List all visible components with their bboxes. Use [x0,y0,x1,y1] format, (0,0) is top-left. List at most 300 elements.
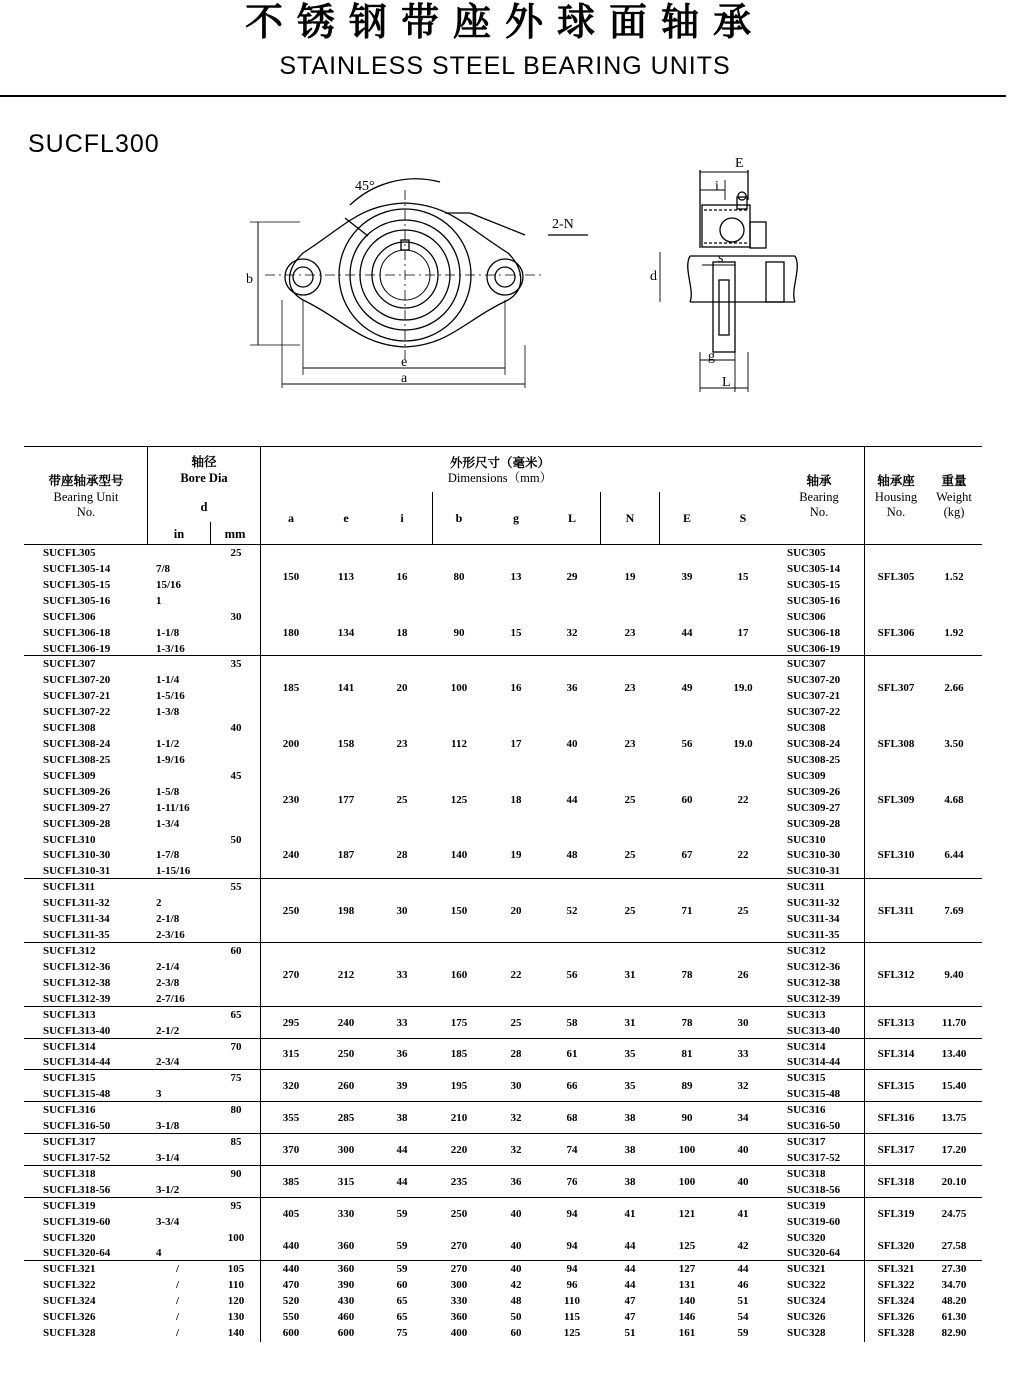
housing-no: SFL309 [877,793,915,806]
dim-S: 33 [737,1048,749,1061]
group-rule [24,1165,982,1166]
dim-S: 42 [737,1239,749,1252]
dim-b: 185 [450,1048,468,1061]
bearing-no: SUC318 [787,1167,826,1180]
housing-no: SFL322 [877,1279,915,1292]
dim-b: 125 [450,793,468,806]
group-rule [24,1101,982,1102]
dim-g: 19 [510,849,522,862]
dim-N: 35 [624,1080,636,1093]
group-rule [24,655,982,656]
dim-a: 150 [282,570,300,583]
housing-no: SFL308 [877,738,915,751]
unit-no: SUCFL311 [43,881,95,894]
dim-g: 40 [510,1263,522,1276]
bearing-no: SUC311 [787,881,825,894]
bearing-no: SUC306-19 [787,642,841,655]
dim-g: 25 [510,1016,522,1029]
dim-E: 100 [678,1144,696,1156]
dim-a: 320 [282,1080,300,1093]
housing-no: SFL306 [877,626,915,639]
dim-b: 220 [450,1144,468,1156]
dim-i: 20 [396,682,408,695]
dim-a: 470 [282,1279,300,1292]
table-vrule-housing [864,446,865,1342]
bore-inch: 1-1/2 [156,738,180,751]
dim-i: 39 [396,1080,408,1093]
dim-N: 38 [624,1112,636,1125]
dim-i: 59 [396,1239,408,1252]
dim-a: 240 [282,849,300,862]
label-angle: 45° [355,179,375,194]
dim-e: 240 [337,1016,355,1029]
dim-b: 80 [453,570,465,583]
unit-no: SUCFL312 [43,945,96,957]
table-header-rule [24,544,982,545]
label-E: E [735,156,744,171]
label-a: a [401,371,408,386]
bore-mm: 25 [230,547,242,559]
bore-inch: / [176,1311,180,1324]
bore-mm: 55 [230,881,242,894]
dim-a: 385 [282,1175,300,1188]
header-housing-en2: No. [886,505,906,519]
label-L: L [722,375,731,390]
bearing-no: SUC308-24 [787,738,841,751]
bearing-no: SUC318-56 [787,1183,841,1196]
bore-mm: 75 [230,1072,242,1085]
bearing-no: SUC310-30 [787,849,841,862]
dim-E: 78 [681,968,693,981]
dim-L: 66 [566,1080,578,1093]
dim-i: 75 [396,1327,408,1340]
dim-E: 78 [681,1016,693,1029]
dim-e: 198 [337,905,355,918]
dim-a: 295 [282,1016,300,1029]
dim-L: 68 [566,1112,578,1125]
housing-no: SFL318 [877,1175,915,1188]
bore-inch: 3-1/4 [156,1151,180,1164]
bore-inch: 3-3/4 [156,1215,180,1228]
dim-e: 360 [337,1263,355,1276]
bore-mm: 90 [230,1167,242,1180]
series-model: SUCFL300 [28,130,160,158]
label-g: g [708,349,715,364]
unit-no: SUCFL310-30 [43,849,111,862]
dim-N: 44 [624,1239,636,1252]
weight: 20.10 [941,1175,967,1188]
table-vrule-ln [600,492,601,544]
dim-b: 195 [450,1080,468,1093]
dim-i: 38 [396,1112,408,1125]
unit-no: SUCFL316-50 [43,1120,111,1133]
dim-L: 115 [564,1311,580,1324]
dim-i: 65 [396,1311,408,1324]
dim-b: 140 [450,849,468,862]
dim-b: 112 [451,738,467,751]
dim-a: 440 [282,1239,300,1252]
technical-drawing [0,150,1024,400]
dim-L: 44 [566,793,578,806]
bore-inch: 1-3/4 [156,817,180,830]
header-housing-cn: 轴承座 [877,474,915,488]
dim-E: 131 [678,1279,696,1292]
unit-no: SUCFL311-35 [43,929,110,942]
bearing-no: SUC320-64 [787,1247,841,1260]
unit-no: SUCFL314-44 [43,1056,111,1069]
dim-E: 127 [678,1263,696,1276]
header-bearing-en2: No. [809,505,829,519]
dim-L: 56 [566,968,578,981]
unit-no: SUCFL321 [43,1263,96,1276]
dim-N: 31 [624,968,636,981]
bore-mm: 35 [230,658,242,671]
bore-mm: 110 [228,1279,244,1292]
housing-no: SFL320 [877,1239,915,1252]
header-col-E: E [682,511,692,525]
bore-inch: 2-1/8 [156,913,180,926]
dim-i: 65 [396,1295,408,1308]
dim-g: 22 [510,968,522,981]
bore-inch: 1-9/16 [156,753,185,766]
bore-inch: 4 [156,1247,162,1260]
bore-mm: 140 [227,1327,245,1340]
dim-S: 17 [737,626,749,639]
dim-S: 34 [737,1112,749,1125]
weight: 2.66 [944,682,964,695]
bearing-no: SUC305 [787,547,826,559]
unit-no: SUCFL308-24 [43,738,111,751]
bearing-no: SUC316-50 [787,1120,841,1133]
dim-N: 19 [624,570,636,583]
dim-N: 35 [624,1048,636,1061]
bore-inch: 1-11/16 [156,801,190,814]
unit-no: SUCFL315 [43,1072,96,1085]
title-english: STAINLESS STEEL BEARING UNITS [279,52,731,80]
dim-e: 460 [337,1311,355,1324]
housing-no: SFL316 [877,1112,915,1125]
unit-no: SUCFL324 [43,1295,96,1308]
dim-S: 44 [737,1263,749,1276]
dim-g: 28 [510,1048,522,1061]
dim-a: 200 [282,738,300,751]
weight: 13.40 [941,1048,967,1061]
bearing-no: SUC308-25 [787,753,841,766]
dim-L: 29 [566,570,578,583]
group-rule [24,1038,982,1039]
header-bore-d: d [200,500,208,514]
dim-b: 90 [453,626,465,639]
dim-S: 15 [737,570,749,583]
dim-b: 160 [450,968,468,981]
bearing-no: SUC319-60 [787,1215,841,1228]
dim-L: 96 [566,1279,578,1292]
header-weight-en1: Weight [936,490,972,504]
dim-i: 16 [396,570,408,583]
bearing-no: SUC315-48 [787,1088,841,1101]
dim-i: 60 [396,1279,408,1292]
bore-mm: 105 [227,1263,245,1276]
bore-mm: 120 [227,1295,245,1308]
unit-no: SUCFL326 [43,1311,96,1324]
unit-no: SUCFL319-60 [43,1215,111,1228]
bearing-no: SUC313 [787,1008,826,1021]
dim-E: 161 [678,1327,696,1340]
unit-no: SUCFL308-25 [43,753,111,766]
dim-b: 360 [450,1311,468,1324]
dim-S: 46 [737,1279,749,1292]
unit-no: SUCFL309-27 [43,801,111,814]
label-i: i [715,179,719,194]
bearing-no: SUC309-26 [787,785,841,798]
dim-S: 51 [737,1295,749,1308]
housing-no: SFL305 [877,570,915,583]
unit-no: SUCFL306-19 [43,642,111,655]
dim-i: 33 [396,968,408,981]
unit-no: SUCFL312-39 [43,992,111,1005]
housing-no: SFL310 [877,849,915,862]
dim-i: 59 [396,1263,408,1276]
dim-E: 140 [678,1295,696,1308]
weight: 24.75 [941,1207,967,1220]
dim-i: 23 [396,738,408,751]
dim-a: 250 [282,905,300,918]
bearing-no: SUC312-39 [787,992,841,1005]
header-bearing-en1: Bearing [799,490,839,504]
unit-no: SUCFL307-21 [43,690,111,703]
dim-E: 125 [678,1239,696,1252]
dim-g: 48 [510,1295,522,1308]
dim-S: 40 [737,1144,749,1156]
bearing-no: SUC307-20 [787,674,841,687]
unit-no: SUCFL328 [43,1327,96,1340]
weight: 1.92 [944,626,964,639]
bearing-no: SUC305-14 [787,562,841,575]
bore-inch: 1-3/16 [156,642,185,655]
dim-a: 270 [282,968,300,981]
dim-L: 36 [566,682,578,695]
dim-E: 100 [678,1175,696,1188]
bore-inch: 1-1/4 [156,674,180,687]
dim-N: 38 [624,1175,636,1188]
dim-e: 300 [337,1144,355,1156]
dim-E: 49 [681,682,693,695]
weight: 27.58 [941,1239,967,1252]
bore-inch: 2-7/16 [156,992,185,1005]
bearing-no: SUC309-28 [787,817,841,830]
dim-N: 44 [624,1263,636,1276]
weight: 9.40 [944,968,964,981]
dim-E: 89 [681,1080,693,1093]
dim-e: 285 [337,1112,355,1125]
weight: 34.70 [941,1279,967,1292]
unit-no: SUCFL322 [43,1279,96,1292]
dim-a: 440 [282,1263,300,1276]
unit-no: SUCFL317 [43,1136,96,1149]
dim-i: 18 [396,626,408,639]
unit-no: SUCFL312-38 [43,976,111,989]
label-s: s [718,251,724,266]
dim-N: 41 [624,1207,636,1220]
table-vrule-bore [260,446,261,1342]
bearing-no: SUC306-18 [787,626,841,639]
bearing-no: SUC305-15 [787,578,841,591]
housing-no: SFL326 [877,1311,915,1324]
header-col-N: N [625,511,635,525]
dim-L: 58 [566,1016,578,1029]
weight: 13.75 [941,1112,967,1125]
unit-no: SUCFL305-15 [43,578,111,591]
bearing-no: SUC309-27 [787,801,841,814]
header-housing-en1: Housing [874,490,918,504]
housing-no: SFL314 [877,1048,915,1061]
bearing-no: SUC315 [787,1072,826,1085]
bearing-no: SUC310-31 [787,865,841,878]
bearing-no: SUC316 [787,1104,826,1117]
dim-g: 42 [510,1279,522,1292]
dim-e: 600 [337,1327,355,1340]
dim-a: 550 [282,1311,300,1324]
bearing-no: SUC305-16 [787,594,841,607]
dim-a: 180 [282,626,300,639]
bore-inch: / [176,1327,180,1340]
bore-inch: 1-15/16 [156,865,191,878]
unit-no: SUCFL305-14 [43,562,111,575]
dim-L: 110 [564,1295,580,1308]
dim-L: 74 [566,1144,578,1156]
dim-b: 300 [450,1279,468,1292]
bore-inch: 2-1/4 [156,960,180,973]
weight: 48.20 [941,1295,967,1308]
dim-L: 32 [566,626,578,639]
bearing-no: SUC317 [787,1136,826,1149]
bore-inch: 2-3/8 [156,976,180,989]
header-dims-cn: 外形尺寸（毫米） [449,456,550,470]
dim-a: 370 [282,1144,300,1156]
header-unit-cn: 带座轴承型号 [48,474,124,488]
dim-L: 94 [566,1239,578,1252]
dim-a: 315 [282,1048,300,1061]
dim-i: 33 [396,1016,408,1029]
group-rule [24,1069,982,1070]
dim-S: 40 [737,1175,749,1188]
dim-b: 235 [450,1175,468,1188]
weight: 11.70 [941,1016,967,1029]
dim-S: 25 [737,905,749,918]
housing-no: SFL321 [877,1263,915,1276]
header-col-a: a [288,511,294,525]
dim-e: 177 [337,793,355,806]
dim-N: 44 [624,1279,636,1292]
weight: 3.50 [944,738,964,751]
unit-no: SUCFL310 [43,833,96,846]
bore-mm: 95 [230,1199,242,1212]
dim-b: 270 [450,1263,468,1276]
unit-no: SUCFL315-48 [43,1088,111,1101]
dim-b: 250 [450,1207,468,1220]
weight: 1.52 [944,570,964,583]
dim-e: 158 [337,738,355,751]
bore-inch: 2-3/16 [156,929,185,942]
title-rule [0,95,1006,97]
dim-a: 600 [282,1327,300,1340]
weight: 17.20 [941,1144,967,1156]
dim-a: 355 [282,1112,300,1125]
dim-N: 38 [624,1144,636,1156]
dim-g: 32 [510,1112,522,1125]
housing-no: SFL315 [877,1080,915,1093]
bearing-no: SUC312-36 [787,960,841,973]
header-bearing-cn: 轴承 [806,474,832,488]
bore-mm: 80 [230,1104,242,1117]
dim-g: 32 [510,1144,522,1156]
dim-b: 150 [450,905,468,918]
label-e: e [401,355,408,370]
dim-a: 185 [282,682,300,695]
bearing-no: SUC307-21 [787,690,841,703]
dim-S: 22 [737,793,749,806]
bore-mm: 60 [230,945,242,957]
dim-e: 315 [337,1175,355,1188]
weight: 4.68 [944,793,964,806]
dim-E: 90 [681,1112,693,1125]
group-rule [24,1006,982,1007]
dim-E: 56 [681,738,693,751]
unit-no: SUCFL307-20 [43,674,111,687]
bearing-no: SUC324 [787,1295,826,1308]
unit-no: SUCFL318-56 [43,1183,111,1196]
bearing-no: SUC326 [787,1311,826,1324]
weight: 27.30 [941,1263,967,1276]
dim-e: 250 [337,1048,355,1061]
housing-no: SFL317 [877,1144,915,1156]
dim-E: 121 [678,1207,696,1220]
dim-g: 20 [510,905,522,918]
dim-N: 47 [624,1311,636,1324]
header-bore-cn: 轴径 [191,455,217,469]
dim-b: 270 [450,1239,468,1252]
bearing-no: SUC312-38 [787,976,841,989]
unit-no: SUCFL320 [43,1231,96,1244]
bearing-no: SUC311-34 [787,913,840,926]
dim-E: 44 [681,626,693,639]
dim-e: 187 [337,849,355,862]
header-unit-en1: Bearing Unit [53,490,119,504]
bore-inch: 2-1/2 [156,1024,180,1037]
group-rule [24,878,982,879]
dim-S: 54 [737,1311,749,1324]
flange-front-view [250,179,588,388]
bearing-no: SUC314-44 [787,1056,841,1069]
unit-no: SUCFL313 [43,1008,96,1021]
dim-g: 17 [510,738,522,751]
dim-g: 13 [510,570,522,583]
unit-no: SUCFL311-32 [43,897,110,910]
dim-E: 67 [681,849,693,862]
label-b: b [246,272,253,287]
label-d: d [650,269,657,284]
bore-mm: 85 [230,1136,242,1149]
dim-L: 52 [566,905,578,918]
bore-inch: 2 [156,897,162,910]
bore-inch: 3-1/2 [156,1183,180,1196]
bearing-no: SUC306 [787,610,826,623]
dim-g: 40 [510,1239,522,1252]
dim-g: 60 [510,1327,522,1340]
bore-mm: 130 [227,1311,245,1324]
bore-mm: 30 [230,610,242,623]
dim-N: 25 [624,849,636,862]
